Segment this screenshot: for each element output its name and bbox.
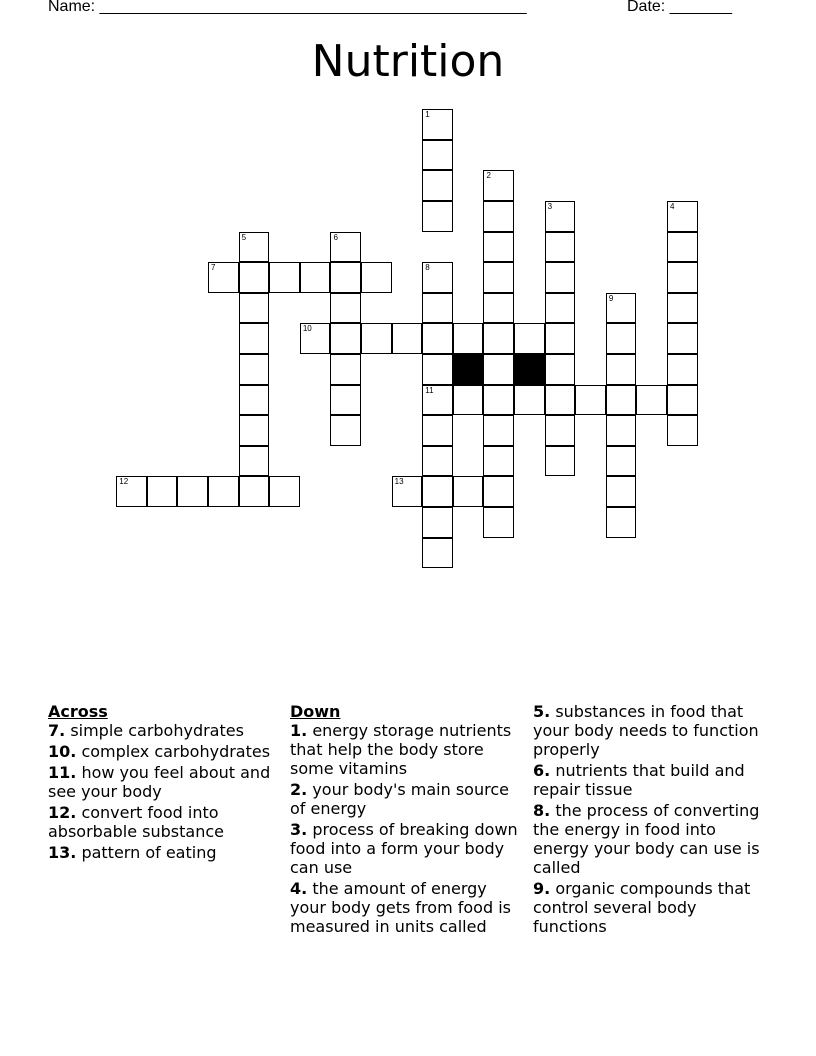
across-heading: Across [48,702,108,721]
grid-cell[interactable] [545,262,576,293]
page-title: Nutrition [311,36,505,87]
across-clue [48,742,283,761]
grid-cell[interactable] [667,385,698,416]
grid-cell[interactable] [422,538,453,569]
clue-num: 11. [48,763,77,782]
grid-cell[interactable] [483,201,514,232]
clue-text: pattern of eating [81,843,217,862]
grid-cell[interactable] [667,415,698,446]
grid-cell[interactable] [422,262,453,293]
grid-cell[interactable] [269,476,300,507]
clue-text: simple carbohydrates [70,721,244,740]
grid-cell[interactable] [667,262,698,293]
black-cell [514,354,545,385]
grid-cell[interactable] [239,232,270,263]
grid-cell[interactable] [330,323,361,354]
grid-cell[interactable] [606,415,637,446]
grid-cell[interactable] [392,323,423,354]
grid-cell[interactable] [483,415,514,446]
grid-cell[interactable] [667,354,698,385]
grid-cell[interactable] [208,262,239,293]
clue-num: 10. [48,742,77,761]
clue-num: 13. [48,843,77,862]
down-clue [533,879,768,936]
clue-num: 4. [290,879,308,898]
grid-cell[interactable] [667,201,698,232]
clue-num: 1. [290,721,308,740]
grid-cell[interactable] [606,293,637,324]
grid-cell[interactable] [453,476,484,507]
grid-cell[interactable] [667,293,698,324]
across-clue [48,803,283,841]
grid-cell[interactable] [422,293,453,324]
grid-cell[interactable] [330,354,361,385]
clue-num: 6. [533,761,551,780]
grid-cell[interactable] [575,385,606,416]
grid-cell[interactable] [606,446,637,477]
grid-cell[interactable] [453,385,484,416]
grid-cell[interactable] [269,262,300,293]
grid-cell[interactable] [422,507,453,538]
grid-cell[interactable] [239,323,270,354]
clue-text: organic compounds that control several body functions [533,879,751,936]
clue-text: substances in food that your body needs to function properly [533,702,759,759]
black-cell [453,354,484,385]
clue-number: 13 [394,477,404,487]
grid-cell[interactable] [453,323,484,354]
clue-number: 1 [425,110,430,120]
down-clue [290,780,525,818]
grid-cell[interactable] [239,262,270,293]
clue-num: 2. [290,780,308,799]
grid-cell[interactable] [606,507,637,538]
grid-cell[interactable] [239,385,270,416]
grid-cell[interactable] [483,232,514,263]
grid-cell[interactable] [239,354,270,385]
grid-cell[interactable] [208,476,239,507]
clue-number: 12 [119,477,129,487]
date-field[interactable]: Date: _______ [627,0,732,15]
grid-cell[interactable] [239,476,270,507]
grid-cell[interactable] [300,262,331,293]
grid-cell[interactable] [636,385,667,416]
clue-text: your body's main source of energy [290,780,509,818]
clue-number: 6 [333,232,338,242]
clue-text: convert food into absorbable substance [48,803,224,841]
clue-number: 3 [547,202,553,212]
grid-cell[interactable] [606,354,637,385]
grid-cell[interactable] [545,293,576,324]
grid-cell[interactable] [545,385,576,416]
grid-cell[interactable] [483,507,514,538]
clue-text: how you feel about and see your body [48,763,271,801]
clue-number: 10 [302,324,312,334]
clue-num: 9. [533,879,551,898]
grid-cell[interactable] [545,201,576,232]
grid-cell[interactable] [239,415,270,446]
grid-cell[interactable] [422,476,453,507]
grid-cell[interactable] [422,385,453,416]
grid-cell[interactable] [300,323,331,354]
clue-number: 9 [608,293,614,303]
across-clue [48,843,283,862]
across-clues [48,702,283,864]
clue-text: the amount of energy your body gets from food is measured in units called [290,879,511,936]
grid-cell[interactable] [667,232,698,263]
name-field[interactable]: Name: ________________________________________________ [48,0,527,15]
grid-cell[interactable] [239,446,270,477]
grid-cell[interactable] [177,476,208,507]
grid-cell[interactable] [483,446,514,477]
clue-number: 5 [241,232,247,242]
down-heading: Down [290,702,341,721]
clue-number: 11 [425,385,434,395]
clue-number: 2 [486,171,491,181]
grid-cell[interactable] [606,476,637,507]
clue-num: 12. [48,803,77,822]
grid-cell[interactable] [422,140,453,171]
clue-number: 7 [211,263,216,273]
across-clue [48,763,283,801]
grid-cell[interactable] [606,323,637,354]
clue-num: 7. [48,721,66,740]
clue-text: energy storage nutrients that help the body store some vitamins [290,721,512,778]
grid-cell[interactable] [116,476,147,507]
grid-cell[interactable] [422,354,453,385]
down-clues-continued [533,702,768,938]
clue-text: process of breaking down food into a form your body can use [290,820,518,877]
grid-cell[interactable] [392,476,423,507]
grid-cell[interactable] [483,385,514,416]
clue-text: the process of converting the energy in food into energy your body can use is called [533,801,760,877]
grid-cell[interactable] [545,232,576,263]
grid-cell[interactable] [361,323,392,354]
grid-cell[interactable] [483,476,514,507]
grid-cell[interactable] [330,293,361,324]
grid-cell[interactable] [545,446,576,477]
grid-cell[interactable] [483,354,514,385]
clue-text: complex carbohydrates [81,742,271,761]
grid-cell[interactable] [422,170,453,201]
grid-cell[interactable] [483,170,514,201]
down-clue [290,721,525,778]
grid-cell[interactable] [514,385,545,416]
grid-cell[interactable] [483,262,514,293]
clue-text: nutrients that build and repair tissue [533,761,745,799]
grid-cell[interactable] [422,415,453,446]
grid-cell[interactable] [422,109,453,140]
grid-cell[interactable] [330,385,361,416]
down-clue [290,879,525,936]
clue-number: 4 [670,202,675,212]
grid-cell[interactable] [330,415,361,446]
down-clue [533,801,768,877]
grid-cell[interactable] [239,293,270,324]
down-clue [290,820,525,877]
grid-cell[interactable] [514,323,545,354]
grid-cell[interactable] [667,323,698,354]
grid-cell[interactable] [361,262,392,293]
down-clue [533,761,768,799]
grid-cell[interactable] [330,232,361,263]
across-clue [48,721,283,740]
grid-cell[interactable] [330,262,361,293]
grid-cell[interactable] [545,323,576,354]
clue-number: 8 [425,263,430,273]
down-clue [533,702,768,759]
grid-cell[interactable] [606,385,637,416]
clue-num: 5. [533,702,551,721]
clue-num: 3. [290,820,308,839]
grid-cell[interactable] [422,323,453,354]
grid-cell[interactable] [483,323,514,354]
grid-cell[interactable] [545,415,576,446]
grid-cell[interactable] [147,476,178,507]
grid-cell[interactable] [422,201,453,232]
grid-cell[interactable] [545,354,576,385]
down-clues [290,702,525,938]
grid-cell[interactable] [483,293,514,324]
grid-cell[interactable] [422,446,453,477]
clue-num: 8. [533,801,551,820]
